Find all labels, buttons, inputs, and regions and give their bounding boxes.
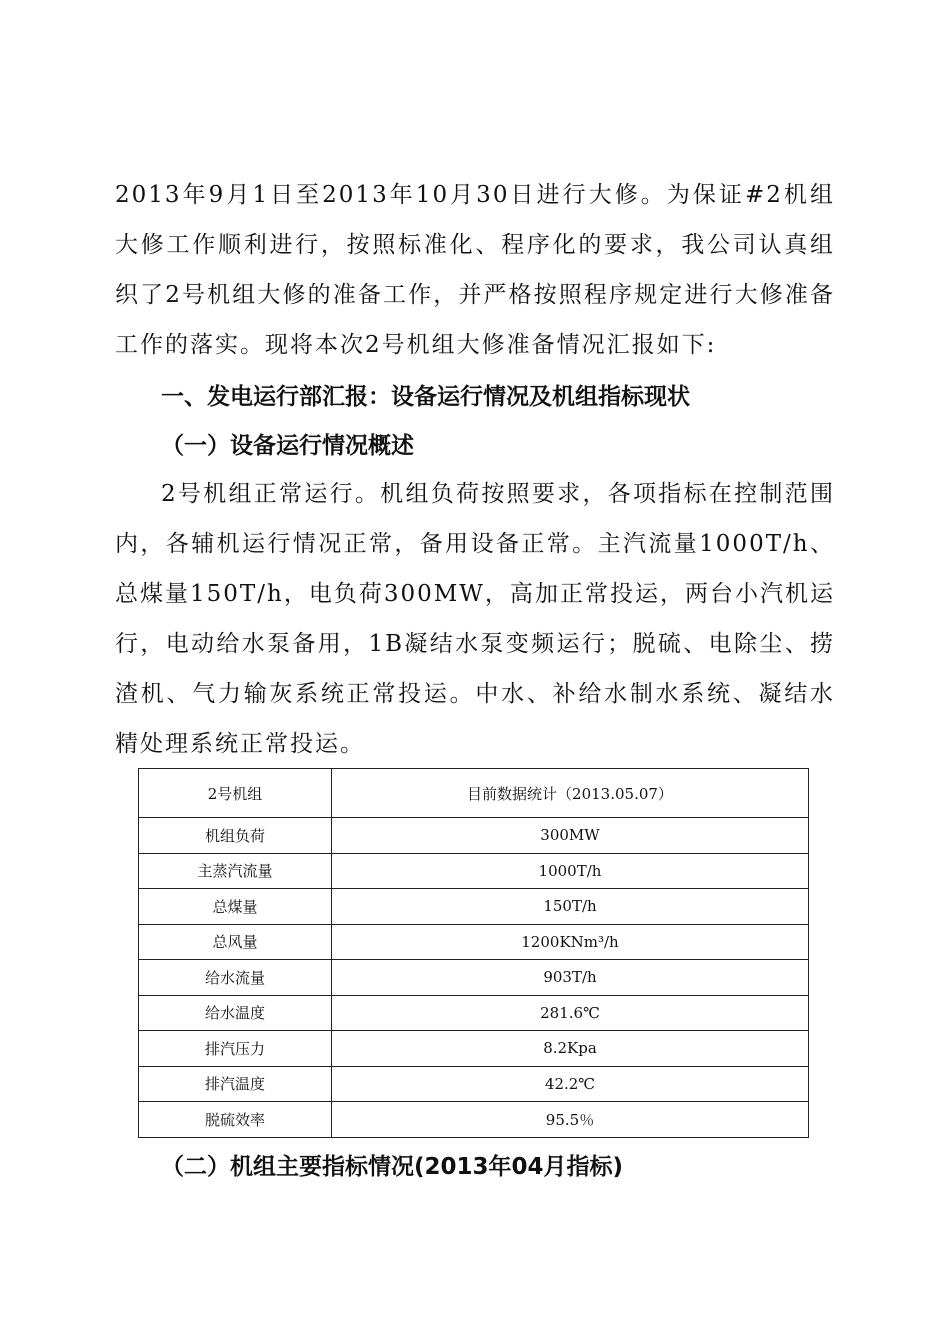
overview-paragraph: 2号机组正常运行。机组负荷按照要求，各项指标在控制范围内，各辅机运行情况正常，备用设备正常。主汽流量1000T/h、总煤量150T/h，电负荷300MW，高加正常投运，两台小汽机运行，电动给水泵备用，1B凝结水泵变频运行；脱硫、电除尘、捞渣机、气力输灰系统正常投运。中水、补给水制水系统、凝结水精处理系统正常投运。 (115, 481, 835, 757)
table-cell-value: 1200KNm³/h (332, 924, 809, 960)
intro-paragraph: 2013年9月1日至2013年10月30日进行大修。为保证#2机组大修工作顺利进行，按照标准化、程序化的要求，我公司认真组织了2号机组大修的准备工作，并严格按照程序规定进行大修准备工作的落实。现将本次2号机组大修准备情况汇报如下: (115, 182, 835, 358)
table-header-row (139, 769, 809, 818)
table-cell-label: 总煤量 (139, 889, 332, 925)
subsection-heading-2: （二）机组主要指标情况(2013年04月指标) (161, 1154, 624, 1180)
table-row (139, 853, 809, 889)
table-row (139, 1066, 809, 1102)
table-row (139, 924, 809, 960)
table-cell-label: 脱硫效率 (139, 1102, 332, 1138)
table-header-cell: 目前数据统计（2013.05.07） (332, 769, 809, 818)
section-heading-1: 一、发电运行部汇报：设备运行情况及机组指标现状 (161, 384, 690, 410)
table-cell-label: 给水温度 (139, 995, 332, 1031)
table-cell-value: 95.5％ (332, 1102, 809, 1138)
unit-data-table (138, 768, 809, 1138)
table-row (139, 1102, 809, 1138)
table-cell-label: 总风量 (139, 924, 332, 960)
table-cell-value: 150T/h (332, 889, 809, 925)
table-cell-value: 903T/h (332, 960, 809, 996)
table-header-cell: 2号机组 (139, 769, 332, 818)
table-row (139, 995, 809, 1031)
table-cell-value: 1000T/h (332, 853, 809, 889)
table-cell-value: 8.2Kpa (332, 1031, 809, 1067)
table-cell-label: 排汽压力 (139, 1031, 332, 1067)
table-cell-value: 42.2℃ (332, 1066, 809, 1102)
table-cell-label: 主蒸汽流量 (139, 853, 332, 889)
table-cell-value: 281.6℃ (332, 995, 809, 1031)
table-cell-label: 给水流量 (139, 960, 332, 996)
subsection-heading-1: （一）设备运行情况概述 (161, 433, 414, 459)
table-cell-label: 排汽温度 (139, 1066, 332, 1102)
table-cell-label: 机组负荷 (139, 818, 332, 854)
table-row (139, 889, 809, 925)
table-row (139, 818, 809, 854)
table-row (139, 960, 809, 996)
table-cell-value: 300MW (332, 818, 809, 854)
table-row (139, 1031, 809, 1067)
